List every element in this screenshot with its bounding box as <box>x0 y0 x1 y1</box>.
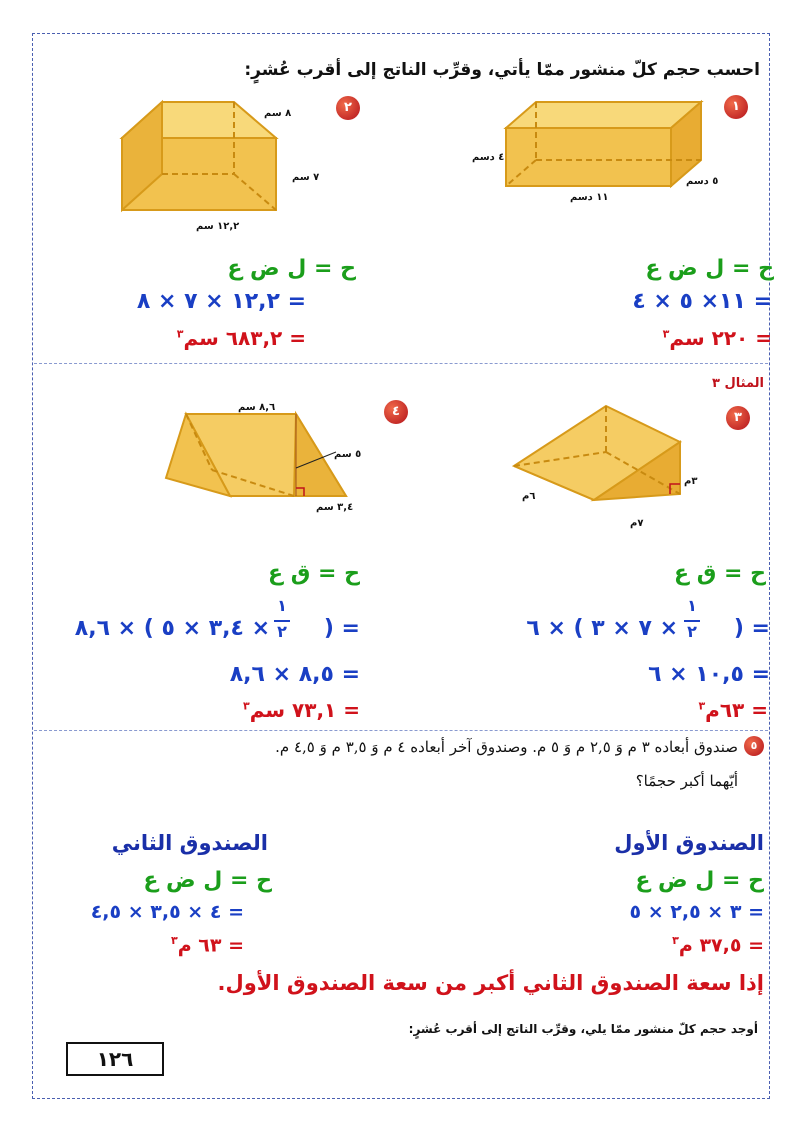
box1-title: الصندوق الأول <box>614 831 764 855</box>
p4-frac-num: ١ <box>277 596 287 615</box>
p1-label-height: ٤ دسم <box>472 152 505 163</box>
box1-step1: = ٣ × ٢,٥ × ٥ <box>629 901 764 923</box>
p2-step1: = ١٢,٢ × ٧ × ٨ <box>136 289 306 314</box>
problem-1-number: ١ <box>724 95 748 119</box>
p2-formula: ح = ل ض ع <box>227 256 356 281</box>
p3-formula: ح = ق ع <box>674 561 766 586</box>
instruction-top: احسب حجم كلّ منشور ممّا يأتي، وقرِّب الناتج إلى أقرب عُشرٍ: <box>244 60 760 80</box>
p4-label-base: ٣,٤ سم <box>316 502 354 513</box>
p1-label-width: ٥ دسم <box>686 176 719 187</box>
prism-4-figure <box>160 408 350 504</box>
p2-label-length: ١٢,٢ سم <box>196 221 240 232</box>
p3-step1-prefix: = ( <box>733 616 770 641</box>
p3-label-length: ٦م <box>522 491 536 502</box>
conclusion: إذا سعة الصندوق الثاني أكبر من سعة الصندوق الأول. <box>217 971 764 995</box>
p4-frac-den: ٢ <box>277 622 287 641</box>
box1-formula: ح = ل ض ع <box>635 868 764 893</box>
p2-label-depth: ٨ سم <box>264 108 292 119</box>
prism-3-figure <box>508 400 698 510</box>
p3-frac-num: ١ <box>687 596 697 615</box>
p3-step1-body: × ٧ × ٣ ) × ٦ <box>526 616 678 641</box>
p5-line1: صندوق أبعاده ٣ م وَ ٢,٥ م وَ ٥ م. وصندوق آخر أبعاده ٤ م وَ ٣,٥ م وَ ٤,٥ م. <box>275 738 738 756</box>
box2-step1: = ٤ × ٣,٥ × ٤,٥ <box>90 901 244 923</box>
p1-step1: = ١١× ٥ × ٤ <box>632 289 772 314</box>
prism-2-figure <box>116 98 286 214</box>
box2-result: = ٦٣ م$^٣$ <box>170 934 244 957</box>
p4-formula: ح = ق ع <box>268 561 360 586</box>
page-number: ١٢٦ <box>66 1042 164 1076</box>
p4-step1-prefix: = ( <box>323 616 360 641</box>
p1-formula: ح = ل ض ع <box>645 256 774 281</box>
problem-2-number: ٢ <box>336 96 360 120</box>
p4-step1-body: × ٣,٤ × ٥ ) × ٨,٦ <box>74 616 270 641</box>
example-label: المثال ٣ <box>712 376 764 391</box>
divider-1 <box>34 363 768 364</box>
p3-label-base: ٧م <box>630 518 644 529</box>
p2-label-height: ٧ سم <box>292 172 320 183</box>
p4-step2: = ٨,٥ × ٨,٦ <box>229 662 360 687</box>
p4-label-length: ٨,٦ سم <box>238 402 276 413</box>
p2-result: = ٦٨٣,٢ سم$^٣$ <box>176 326 306 350</box>
p3-frac-den: ٢ <box>687 622 697 641</box>
divider-2 <box>34 730 768 731</box>
problem-5-number: ٥ <box>744 736 764 756</box>
box2-formula: ح = ل ض ع <box>143 868 272 893</box>
instruction-bottom: أوجد حجم كلّ منشور ممّا يلي، وقرِّب الناتج إلى أقرب عُشرٍ: <box>408 1022 758 1036</box>
p5-line2: أيّهما أكبر حجمًا؟ <box>635 772 738 790</box>
box2-title: الصندوق الثاني <box>111 831 268 855</box>
p1-label-length: ١١ دسم <box>570 192 609 203</box>
p4-label-height: ٥ سم <box>334 449 362 460</box>
p3-result: = ٦٣م$^٣$ <box>698 698 768 722</box>
box1-result: = ٣٧,٥ م$^٣$ <box>672 934 764 957</box>
p4-result: = ٧٣,١ سم$^٣$ <box>243 698 360 722</box>
p3-step2: = ١٠,٥ × ٦ <box>648 662 770 687</box>
p1-result: = ٢٢٠ سم$^٣$ <box>662 326 772 350</box>
problem-4-number: ٤ <box>384 400 408 424</box>
problem-3-number: ٣ <box>726 406 750 430</box>
p3-label-height: ٣م <box>684 476 698 487</box>
